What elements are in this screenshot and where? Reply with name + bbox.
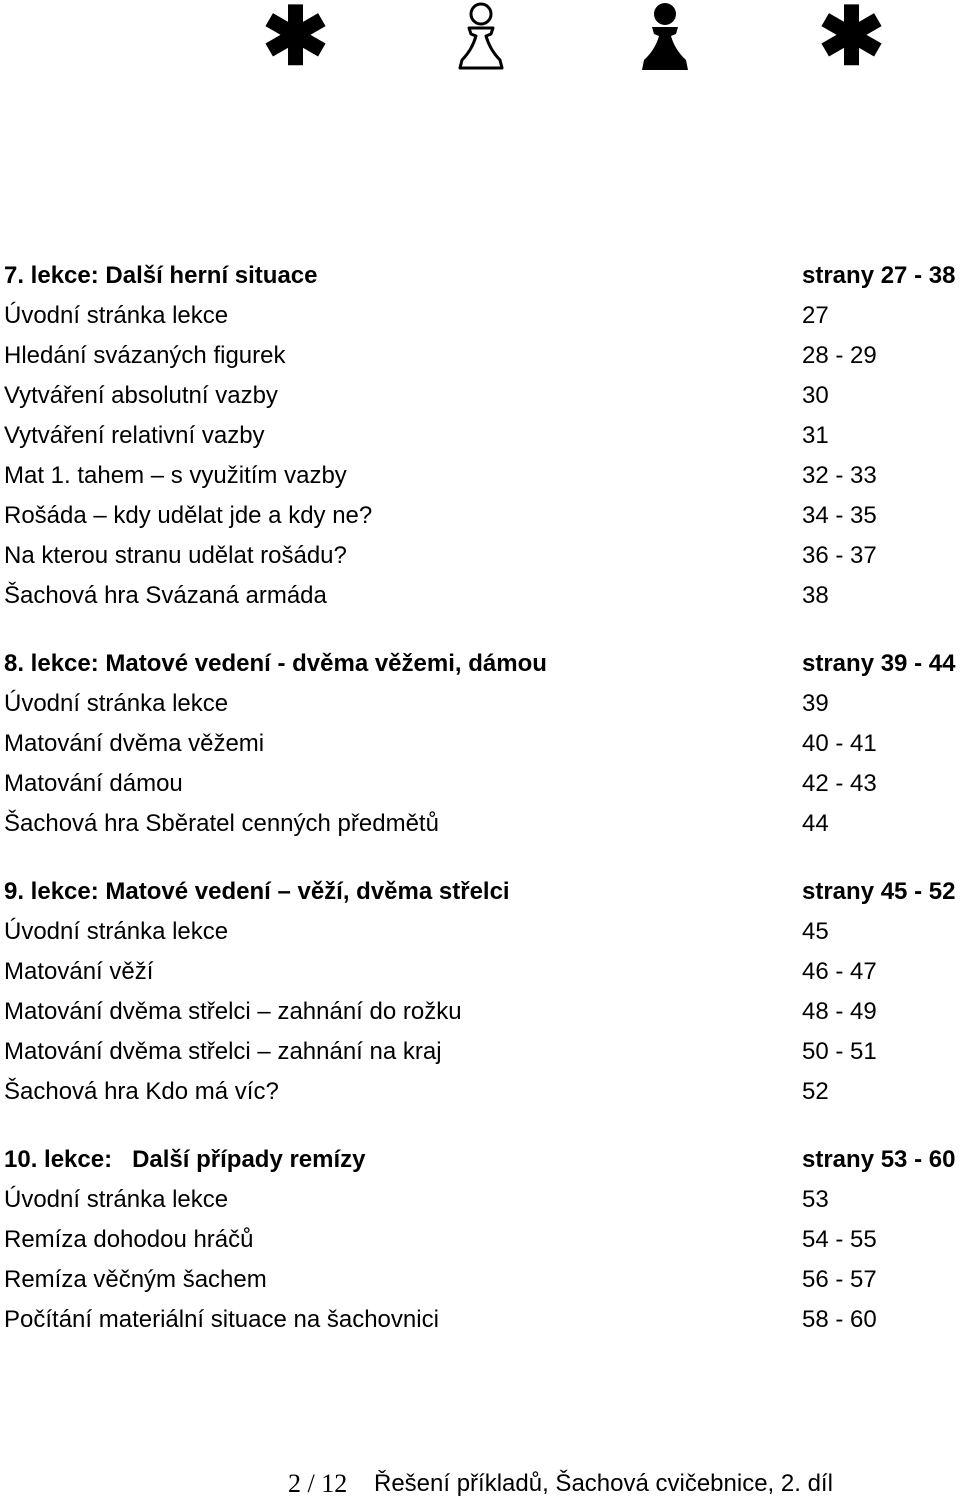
toc-entry — [0, 684, 960, 724]
entry-pages: 52 — [802, 1078, 829, 1105]
entry-pages: 36 - 37 — [802, 542, 877, 569]
entry-pages: 46 - 47 — [802, 958, 877, 985]
entry-label: Mat 1. tahem – s využitím vazby — [4, 462, 347, 489]
toc-entry — [0, 1072, 960, 1112]
entry-pages: 45 — [802, 918, 829, 945]
toc-entry — [0, 376, 960, 416]
table-of-contents — [0, 256, 960, 1368]
lesson-title: 10. lekce: Další případy remízy — [4, 1146, 366, 1173]
entry-pages: 54 - 55 — [802, 1226, 877, 1253]
lesson-section — [0, 872, 960, 1112]
entry-pages: 48 - 49 — [802, 998, 877, 1025]
toc-entry — [0, 296, 960, 336]
entry-pages: 28 - 29 — [802, 342, 877, 369]
entry-label: Na kterou stranu udělat rošádu? — [4, 542, 347, 569]
lesson-title: 8. lekce: Matové vedení - dvěma věžemi, dámou — [4, 650, 547, 677]
entry-label: Remíza věčným šachem — [4, 1266, 267, 1293]
toc-entry — [0, 992, 960, 1032]
lesson-section — [0, 256, 960, 616]
lesson-section — [0, 1140, 960, 1340]
lesson-pages: strany 27 - 38 — [802, 262, 956, 289]
toc-entry — [0, 576, 960, 616]
lesson-pages: strany 45 - 52 — [802, 878, 956, 905]
entry-label: Šachová hra Svázaná armáda — [4, 582, 327, 609]
entry-label: Úvodní stránka lekce — [4, 302, 229, 329]
lesson-pages: strany 53 - 60 — [802, 1146, 956, 1173]
entry-pages: 58 - 60 — [802, 1306, 877, 1333]
entry-pages: 39 — [802, 690, 829, 717]
entry-label: Matování dvěma střelci – zahnání na kraj — [4, 1038, 442, 1065]
toc-entry — [0, 1300, 960, 1340]
entry-pages: 34 - 35 — [802, 502, 877, 529]
toc-entry — [0, 804, 960, 844]
entry-pages: 56 - 57 — [802, 1266, 877, 1293]
toc-entry — [0, 496, 960, 536]
entry-label: Vytváření absolutní vazby — [4, 382, 278, 409]
toc-entry — [0, 952, 960, 992]
footer-title: Řešení příkladů, Šachová cvičebnice, 2. díl — [374, 1470, 833, 1497]
white-pawn-icon — [446, 0, 516, 76]
black-pawn-icon — [630, 0, 700, 76]
toc-entry — [0, 336, 960, 376]
entry-pages: 50 - 51 — [802, 1038, 877, 1065]
toc-entry — [0, 1180, 960, 1220]
entry-label: Šachová hra Sběratel cenných předmětů — [4, 810, 439, 837]
asterisk-icon: ✱ — [262, 0, 330, 83]
entry-label: Úvodní stránka lekce — [4, 918, 229, 945]
entry-label: Úvodní stránka lekce — [4, 690, 229, 717]
toc-entry — [0, 416, 960, 456]
lesson-heading — [0, 256, 960, 296]
lesson-heading — [0, 1140, 960, 1180]
asterisk-icon: ✱ — [818, 0, 886, 83]
entry-pages: 53 — [802, 1186, 829, 1213]
entry-label: Hledání svázaných figurek — [4, 342, 286, 369]
entry-pages: 40 - 41 — [802, 730, 877, 757]
entry-pages: 44 — [802, 810, 829, 837]
toc-entry — [0, 912, 960, 952]
entry-label: Vytváření relativní vazby — [4, 422, 265, 449]
page-header-icons — [0, 0, 960, 83]
toc-entry — [0, 1032, 960, 1072]
toc-entry — [0, 456, 960, 496]
toc-entry — [0, 536, 960, 576]
entry-label: Počítání materiální situace na šachovnici — [4, 1306, 439, 1333]
lesson-title: 7. lekce: Další herní situace — [4, 262, 318, 289]
toc-entry — [0, 764, 960, 804]
entry-pages: 38 — [802, 582, 829, 609]
entry-label: Šachová hra Kdo má víc? — [4, 1078, 279, 1105]
entry-pages: 30 — [802, 382, 829, 409]
lesson-pages: strany 39 - 44 — [802, 650, 956, 677]
entry-label: Matování dvěma věžemi — [4, 730, 265, 757]
entry-label: Matování dámou — [4, 770, 183, 797]
entry-pages: 32 - 33 — [802, 462, 877, 489]
lesson-section — [0, 644, 960, 844]
page-footer — [0, 1466, 960, 1502]
entry-label: Úvodní stránka lekce — [4, 1186, 229, 1213]
toc-entry — [0, 1220, 960, 1260]
entry-label: Remíza dohodou hráčů — [4, 1226, 254, 1253]
page-number: 2 / 12 — [288, 1469, 348, 1498]
lesson-heading — [0, 644, 960, 684]
entry-label: Matování věží — [4, 958, 154, 985]
lesson-heading — [0, 872, 960, 912]
entry-label: Rošáda – kdy udělat jde a kdy ne? — [4, 502, 373, 529]
toc-entry — [0, 1260, 960, 1300]
toc-entry — [0, 724, 960, 764]
entry-label: Matování dvěma střelci – zahnání do rožku — [4, 998, 462, 1025]
entry-pages: 31 — [802, 422, 829, 449]
entry-pages: 27 — [802, 302, 829, 329]
entry-pages: 42 - 43 — [802, 770, 877, 797]
lesson-title: 9. lekce: Matové vedení – věží, dvěma střelci — [4, 878, 510, 905]
